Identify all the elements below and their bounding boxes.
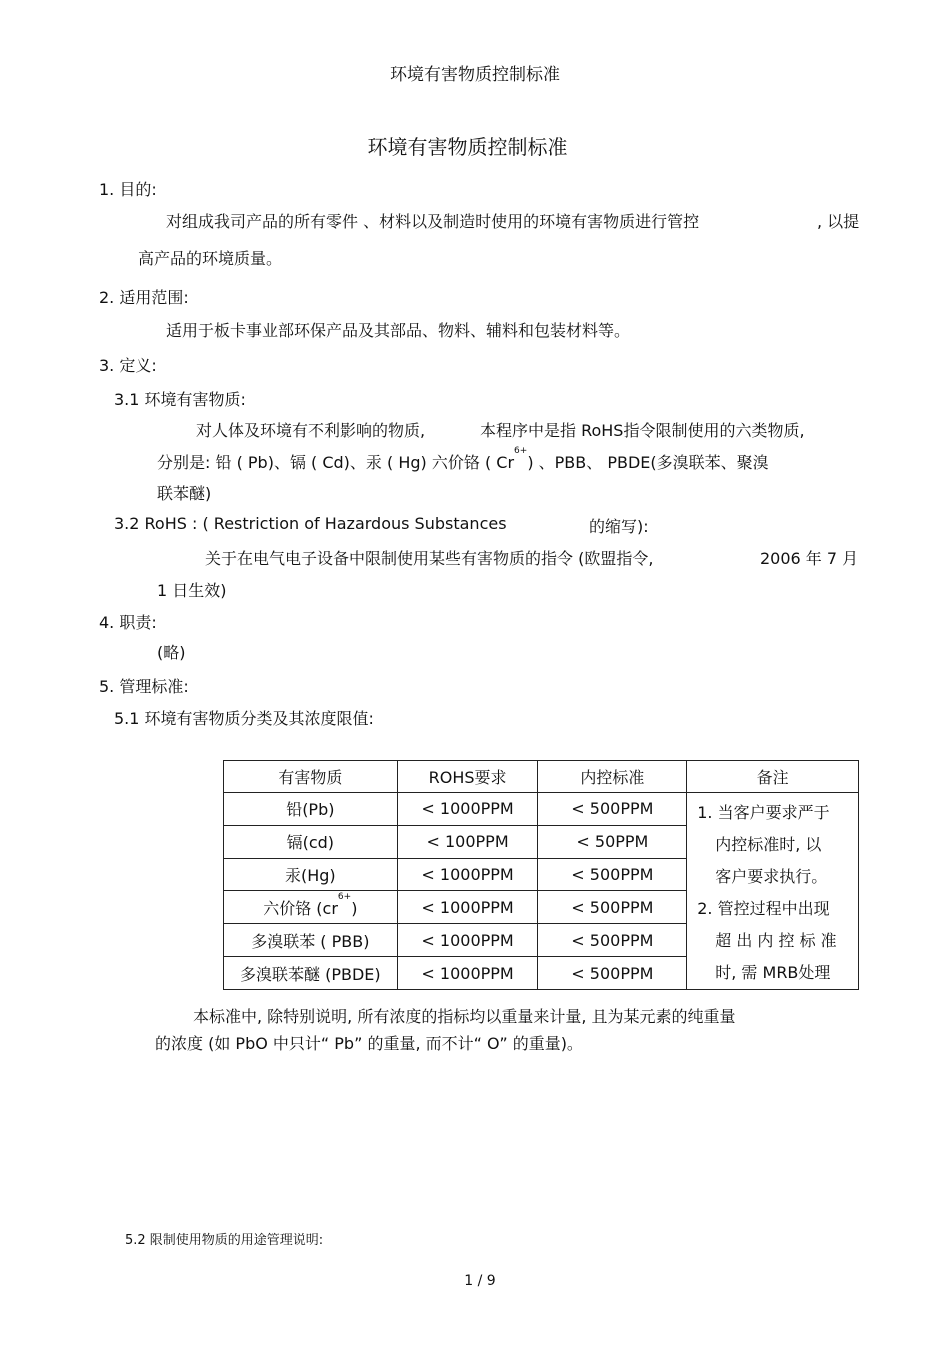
internal-limit-cell: < 500PPM [538,924,687,957]
section-3-heading: 3. 定义: [99,356,157,375]
section-4-heading: 4. 职责: [99,613,157,632]
remark-line: 内控标准时, 以 [715,835,822,854]
section-5-2-heading: 5.2 限制使用物质的用途管理说明: [125,1233,324,1248]
remark-line: 超 出 内 控 标 准 [715,931,837,950]
remark-line: 1. 当客户要求严于 [697,803,830,822]
section-2-text: 适用于板卡事业部环保产品及其部品、物料、辅料和包装材料等。 [166,321,631,340]
internal-limit-cell: < 50PPM [538,825,687,858]
internal-limit-cell: < 500PPM [538,793,687,826]
section-1-text-line1: 对组成我司产品的所有零件 、材料以及制造时使用的环境有害物质进行管控 [166,212,700,231]
superscript-6plus: 6+ [514,446,528,456]
rohs-limit-cell: < 1000PPM [397,858,538,891]
section-3-2-text-line2: 1 日生效) [157,581,227,600]
section-3-1-heading: 3.1 环境有害物质: [114,390,246,409]
section-3-2-heading-a: 3.2 RoHS : ( Restriction of Hazardous Substances [114,514,507,533]
section-3-1-text-line1a: 对人体及环境有不利影响的物质, [196,421,426,440]
section-4-text: (略) [157,643,186,662]
rohs-limit-cell: < 1000PPM [397,891,538,924]
remark-line: 2. 管控过程中出现 [697,899,830,918]
substance-cell: 多溴联苯 ( PBB) [224,924,398,957]
table-header-cell: ROHS要求 [397,761,538,793]
table-header-cell: 备注 [687,761,859,793]
section-3-1-text-line1b: 本程序中是指 RoHS指令限制使用的六类物质, [480,421,805,440]
section-1-text-line2: 高产品的环境质量。 [138,249,283,268]
internal-limit-cell: < 500PPM [538,891,687,924]
section-3-2-heading-b: 的缩写): [589,517,649,536]
rohs-limit-cell: < 1000PPM [397,793,538,826]
section-3-2-text-line1a: 关于在电气电子设备中限制使用某些有害物质的指令 (欧盟指令, [205,549,654,568]
note-line2: 的浓度 (如 PbO 中只计“ Pb” 的重量, 而不计“ O” 的重量)。 [155,1034,583,1053]
substance-cell: 汞(Hg) [224,858,398,891]
page-number: 1 / 9 [464,1273,496,1289]
document-title: 环境有害物质控制标准 [367,135,568,159]
table-header-cell: 内控标准 [538,761,687,793]
section-5-1-heading: 5.1 环境有害物质分类及其浓度限值: [114,709,374,728]
remarks-cell [687,793,859,990]
section-5-heading: 5. 管理标准: [99,677,189,696]
substance-cell: 多溴联苯醚 (PBDE) [224,957,398,990]
superscript-6plus: 6+ [337,891,352,902]
note-line1: 本标准中, 除特别说明, 所有浓度的指标均以重量来计量, 且为某元素的纯重量 [193,1007,736,1026]
remark-line: 时, 需 MRB处理 [715,963,831,982]
hazardous-substance-table [223,760,859,990]
substance-cell: 铅(Pb) [224,793,398,826]
section-3-2-text-line1b: 2006 年 7 月 [760,549,859,568]
internal-limit-cell: < 500PPM [538,858,687,891]
section-1-text-line1-tail: , 以提 [817,212,860,231]
remark-line: 客户要求执行。 [715,867,828,886]
table-header-row [224,761,859,793]
rohs-limit-cell: < 1000PPM [397,924,538,957]
section-3-1-text-line3: 联苯醚) [157,484,212,503]
table-header-cell: 有害物质 [224,761,398,793]
running-header: 环境有害物质控制标准 [390,65,560,85]
internal-limit-cell: < 500PPM [538,957,687,990]
section-2-heading: 2. 适用范围: [99,288,189,307]
section-3-1-text-line2: 分别是: 铅 ( Pb)、镉 ( Cd)、汞 ( Hg) 六价铬 ( $Cr^{6+}$) 、PBB、 PBDE(多溴联苯、聚溴 [157,446,769,472]
rohs-limit-cell: < 100PPM [397,825,538,858]
table-row [224,793,859,826]
section-1-heading: 1. 目的: [99,180,157,199]
substance-cell: 六价铬 $(cr^{6+})$ [224,891,398,924]
rohs-limit-cell: < 1000PPM [397,957,538,990]
substance-cell: 镉(cd) [224,825,398,858]
